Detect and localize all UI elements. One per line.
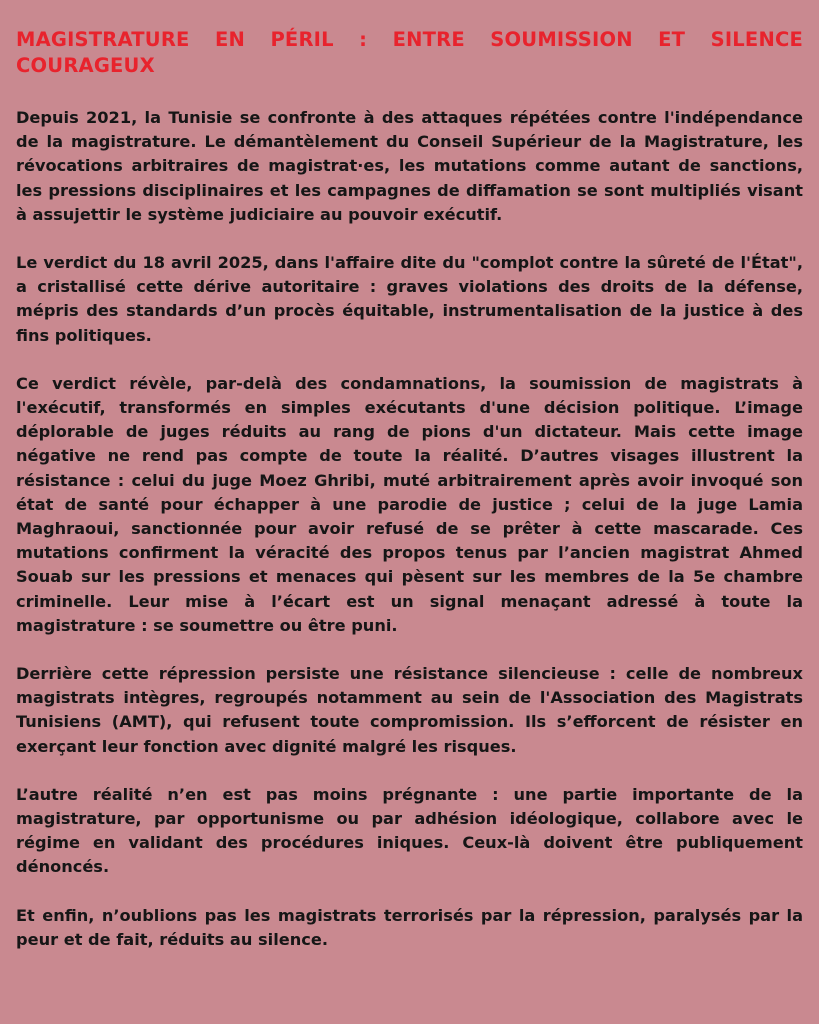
paragraph-verdict: Le verdict du 18 avril 2025, dans l'affaire dite du "complot contre la sûreté de l'État", a cristallisé cette dérive autoritaire : graves violations des droits de la défense, mépris des standards d’un procès équitable, instrumentalisation de la justice à des fins politiques. [16, 253, 803, 345]
paragraph-resistance-examples: Ce verdict révèle, par-delà des condamnations, la soumission de magistrats à l'exécutif, transformés en simples exécutants d'une décision politique. L’image déplorable de juges réduits au rang de pions d'un dictateur. Mais cette image négative ne rend pas compte de toute la réalité. D’autres visages illustrent la résistance : celui du juge Moez Ghribi, muté arbitrairement après avoir invoqué son état de santé pour échapper à une parodie de justice ; celui de la juge Lamia Maghraoui, sanctionnée pour avoir refusé de se prêter à cette mascarade. Ces mutations confirment la véracité des propos tenus par l’ancien magistrat Ahmed Souab sur les pressions et menaces qui pèsent sur les membres de la 5e chambre criminelle. Leur mise à l’écart est un signal menaçant adressé à toute la magistrature : se soumettre ou être puni. [16, 373, 803, 635]
paragraph-conclusion: Et enfin, n’oublions pas les magistrats terrorisés par la répression, paralysés par la peur et de fait, réduits au silence. [16, 905, 803, 949]
paragraph-silent-resistance: Derrière cette répression persiste une résistance silencieuse : celle de nombreux magistrats intègres, regroupés notamment au sein de l'Association des Magistrats Tunisiens (AMT), qui refusent toute compromission. Ils s’efforcent de résister en exerçant leur fonction avec dignité malgré les risques. [16, 664, 803, 756]
paragraph-intro: Depuis 2021, la Tunisie se confronte à des attaques répétées contre l'indépendance de la magistrature. Le démantèlement du Conseil Supérieur de la Magistrature, les révocations arbitraires de magistrat·es, les mutations comme autant de sanctions, les pressions disciplinaires et les campagnes de diffamation se sont multipliés visant à assujettir le système judiciaire au pouvoir exécutif. [16, 108, 803, 224]
paragraph-collaboration: L’autre réalité n’en est pas moins prégnante : une partie importante de la magistrature, par opportunisme ou par adhésion idéologique, collabore avec le régime en validant des procédures iniques. Ceux-là doivent être publiquement dénoncés. [16, 784, 803, 877]
article-title: MAGISTRATURE EN PÉRIL : ENTRE SOUMISSION ET SILENCE COURAGEUX [16, 28, 803, 77]
